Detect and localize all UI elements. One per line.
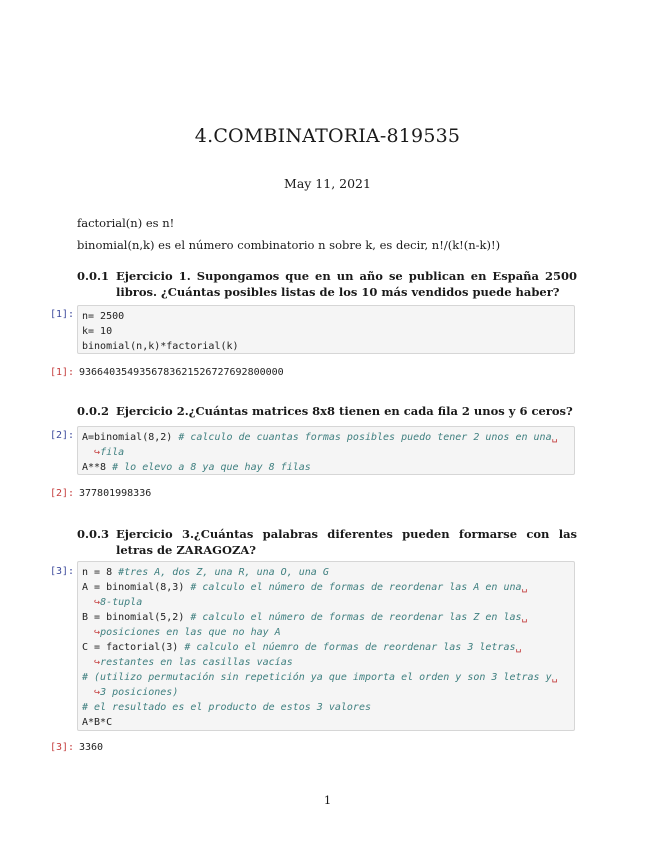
section-heading-3 xyxy=(77,526,577,558)
code-line: A**8 # lo elevo a 8 ya que hay 8 filas xyxy=(82,462,311,473)
input-prompt: [1]: xyxy=(50,309,75,320)
code-line: A = binomial(8,3) # calculo el número de formas de reordenar las A en una␣ xyxy=(82,582,528,593)
output-prompt: [1]: xyxy=(50,367,75,378)
section-heading-2 xyxy=(77,403,577,419)
output-value: 377801998336 xyxy=(79,488,152,499)
code-line: k= 10 xyxy=(82,326,113,337)
section-number: 0.0.2 xyxy=(77,404,110,418)
code-line: binomial(n,k)*factorial(k) xyxy=(82,341,239,352)
code-line: A=binomial(8,2) # calculo de cuantas formas posibles puedo tener 2 unos en una␣ xyxy=(82,432,558,443)
code-line: C = factorial(3) # calculo el núemro de formas de reordenar las 3 letras␣ xyxy=(82,642,522,653)
code-line: n = 8 #tres A, dos Z, una R, una O, una G xyxy=(82,567,329,578)
section-heading-1 xyxy=(77,268,577,300)
input-prompt: [2]: xyxy=(50,430,75,441)
intro-binomial: binomial(n,k) es el número combinatorio n sobre k, es decir, n!/(k!(n-k)!) xyxy=(77,238,501,252)
code-line: B = binomial(5,2) # calculo el número de formas de reordenar las Z en las␣ xyxy=(82,612,528,623)
code-line: A*B*C xyxy=(82,717,113,728)
code-line: ↪fila xyxy=(94,447,125,458)
code-cell-1[interactable] xyxy=(77,305,575,354)
output-prompt: [3]: xyxy=(50,742,75,753)
code-line: ↪8-tupla xyxy=(94,597,143,608)
code-line: # (utilizo permutación sin repetición ya que importa el orden y son 3 letras y␣ xyxy=(82,672,558,683)
code-line: ↪restantes en las casillas vacías xyxy=(94,657,293,668)
document-date: May 11, 2021 xyxy=(284,176,371,191)
output-value: 9366403549356783621526727692800000 xyxy=(79,367,284,378)
section-title: Ejercicio 2.¿Cuántas matrices 8x8 tienen en cada fila 2 unos y 6 ceros? xyxy=(116,404,573,418)
code-line: ↪3 posiciones) xyxy=(94,687,179,698)
code-line: ↪posiciones en las que no hay A xyxy=(94,627,281,638)
section-title: Ejercicio 1. Supongamos que en un año se publican en España 2500 libros. ¿Cuántas posibles listas de los 10 más vendidos puede haber? xyxy=(116,269,577,299)
section-title: Ejercicio 3.¿Cuántas palabras diferentes pueden formarse con las letras de ZARAGOZA? xyxy=(116,527,577,557)
output-value: 3360 xyxy=(79,742,104,753)
input-prompt: [3]: xyxy=(50,566,75,577)
section-number: 0.0.3 xyxy=(77,527,110,541)
code-cell-3[interactable] xyxy=(77,561,575,731)
code-line: n= 2500 xyxy=(82,311,125,322)
output-prompt: [2]: xyxy=(50,488,75,499)
document-title: 4.COMBINATORIA-819535 xyxy=(194,125,461,147)
code-cell-2[interactable] xyxy=(77,426,575,475)
page-number: 1 xyxy=(323,793,332,807)
intro-factorial: factorial(n) es n! xyxy=(77,216,175,230)
code-line: # el resultado es el producto de estos 3 valores xyxy=(82,702,371,713)
section-number: 0.0.1 xyxy=(77,269,110,283)
